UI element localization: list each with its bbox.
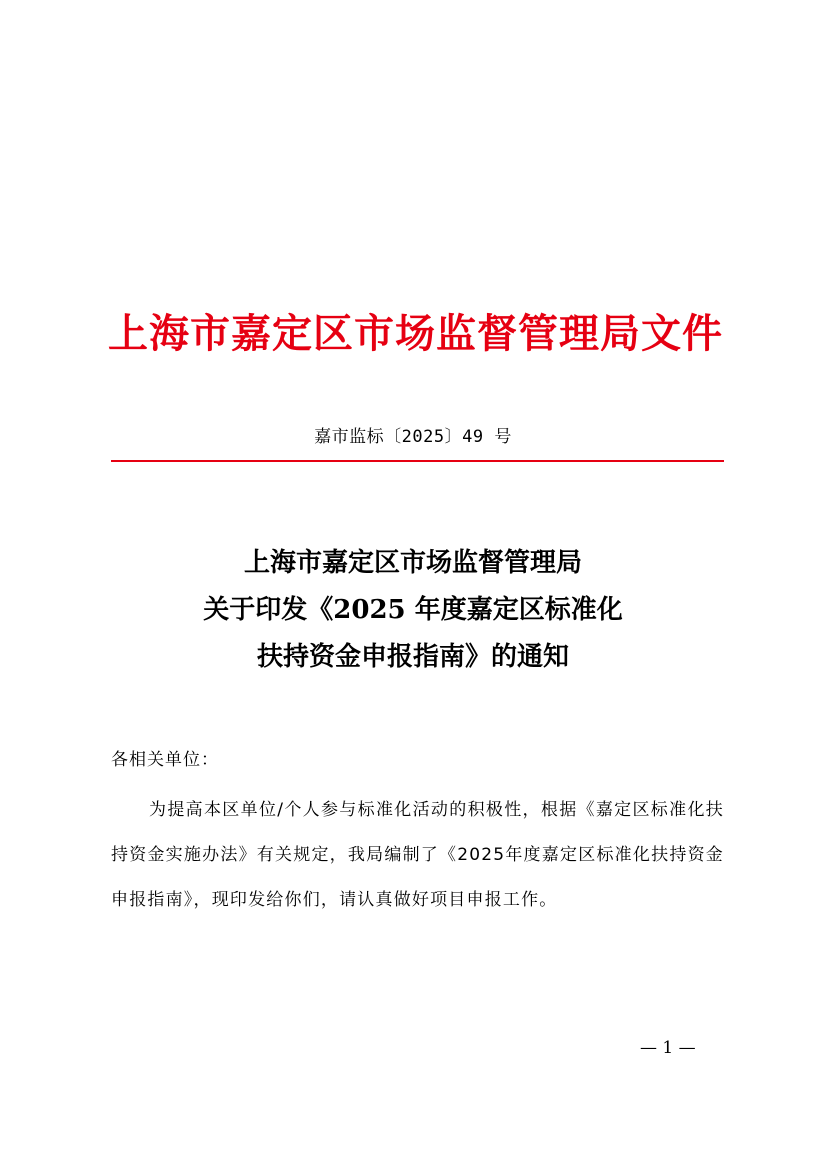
issuer-title: 上海市嘉定区市场监督管理局文件	[108, 310, 722, 357]
title-line-2: 关于印发《2025 年度嘉定区标准化	[203, 595, 623, 625]
page-number: — 1 —	[640, 1038, 696, 1058]
notice-title	[0, 540, 826, 681]
title-line-1: 上海市嘉定区市场监督管理局	[243, 548, 582, 578]
body-paragraph: 为提高本区单位/个人参与标准化活动的积极性，根据《嘉定区标准化扶持资金实施办法》有关规定，我局编制了《2025年度嘉定区标准化扶持资金申报指南》，现印发给你们，请认真做好项目申报工作。	[111, 800, 724, 910]
red-divider-line	[111, 460, 724, 462]
salutation: 各相关单位：	[111, 750, 219, 770]
title-line-3: 扶持资金申报指南》的通知	[256, 642, 569, 672]
document-number: 嘉市监标〔2025〕49 号	[314, 427, 512, 447]
